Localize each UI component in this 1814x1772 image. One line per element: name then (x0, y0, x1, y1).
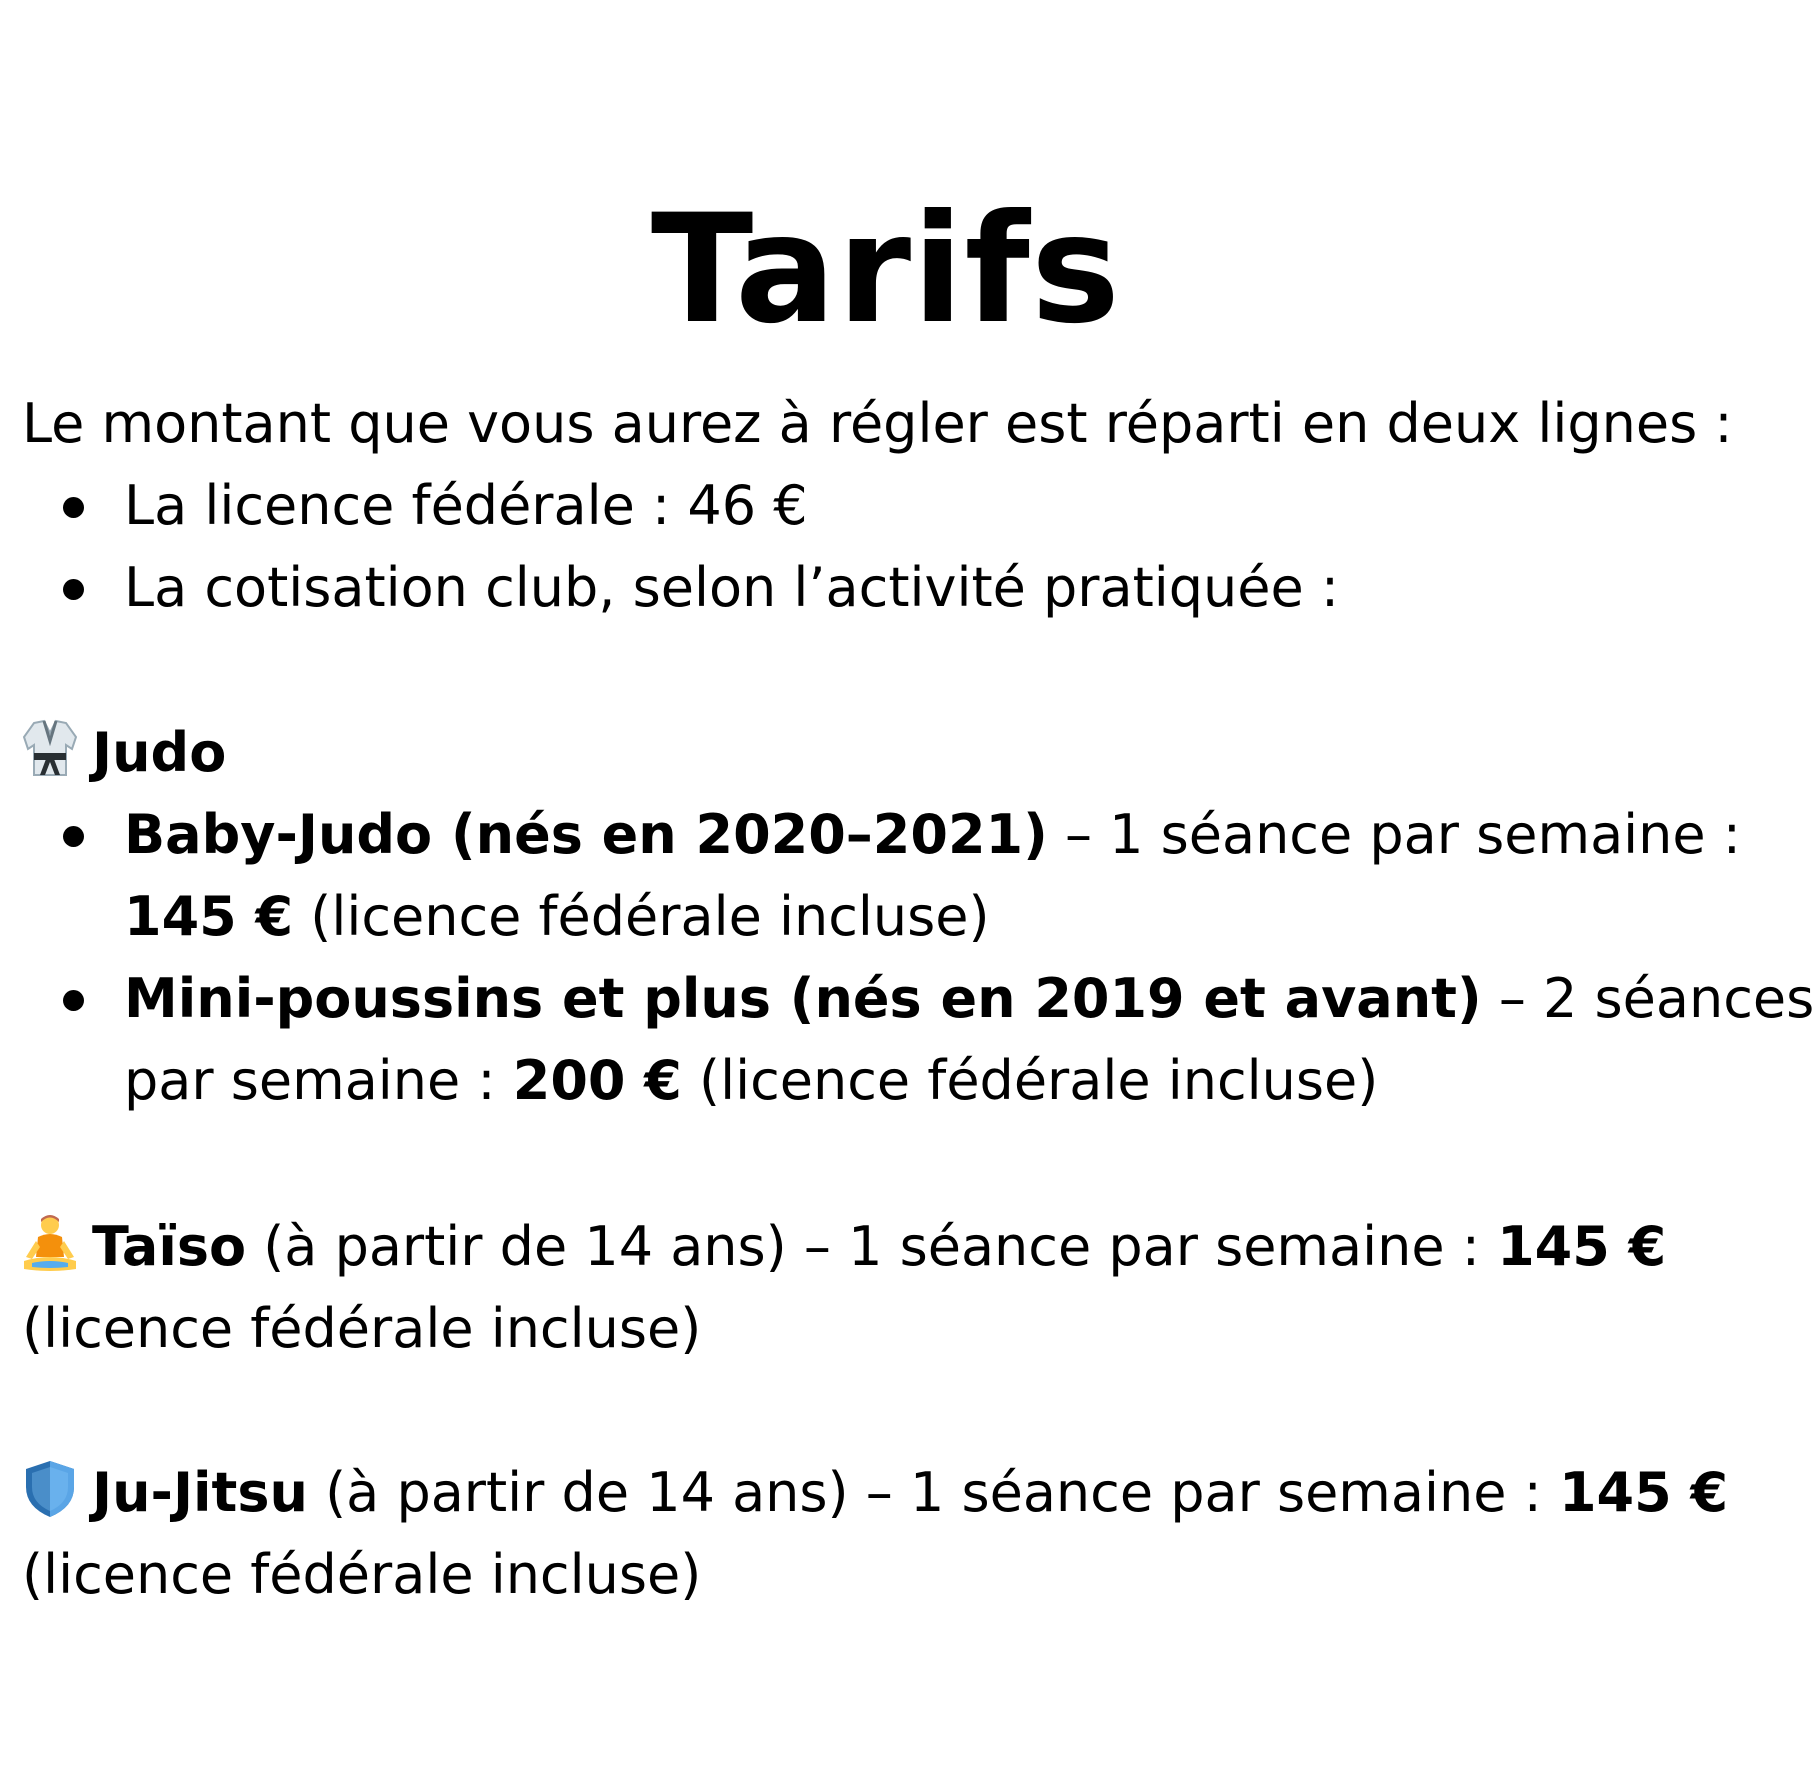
taiso-line-2: (licence fédérale incluse) (22, 1297, 702, 1360)
bullet-icon (63, 826, 84, 847)
meditating-person-icon (22, 1213, 78, 1273)
list-item-continuation: par semaine : 200 € (licence fédérale incluse) (124, 1049, 1379, 1112)
shield-icon (22, 1459, 78, 1519)
list-item: La licence fédérale : 46 € (0, 465, 1772, 547)
bullet-icon (63, 579, 84, 600)
list-item: Mini-poussins et plus (nés en 2019 et avant) – 2 séances (0, 958, 1772, 1040)
bullet-icon (63, 990, 84, 1011)
intro-text: Le montant que vous aurez à régler est réparti en deux lignes : (22, 392, 1733, 455)
judo-gi-icon (22, 719, 78, 779)
jujitsu-line: Ju-Jitsu (à partir de 14 ans) – 1 séance par semaine : 145 € (22, 1452, 1728, 1534)
judo-heading: Judo (22, 712, 226, 794)
jujitsu-line-2: (licence fédérale incluse) (22, 1543, 702, 1606)
intro-list (0, 465, 1772, 629)
taiso-line: Taïso (à partir de 14 ans) – 1 séance par semaine : 145 € (22, 1206, 1666, 1288)
list-item: La cotisation club, selon l’activité pratiquée : (0, 547, 1772, 629)
list-item: Baby-Judo (nés en 2020–2021) – 1 séance par semaine : (0, 794, 1772, 876)
bullet-icon (63, 497, 84, 518)
page-title: Tarifs (650, 183, 1122, 357)
list-item-continuation: 145 € (licence fédérale incluse) (124, 885, 990, 948)
judo-list (0, 794, 1814, 1122)
